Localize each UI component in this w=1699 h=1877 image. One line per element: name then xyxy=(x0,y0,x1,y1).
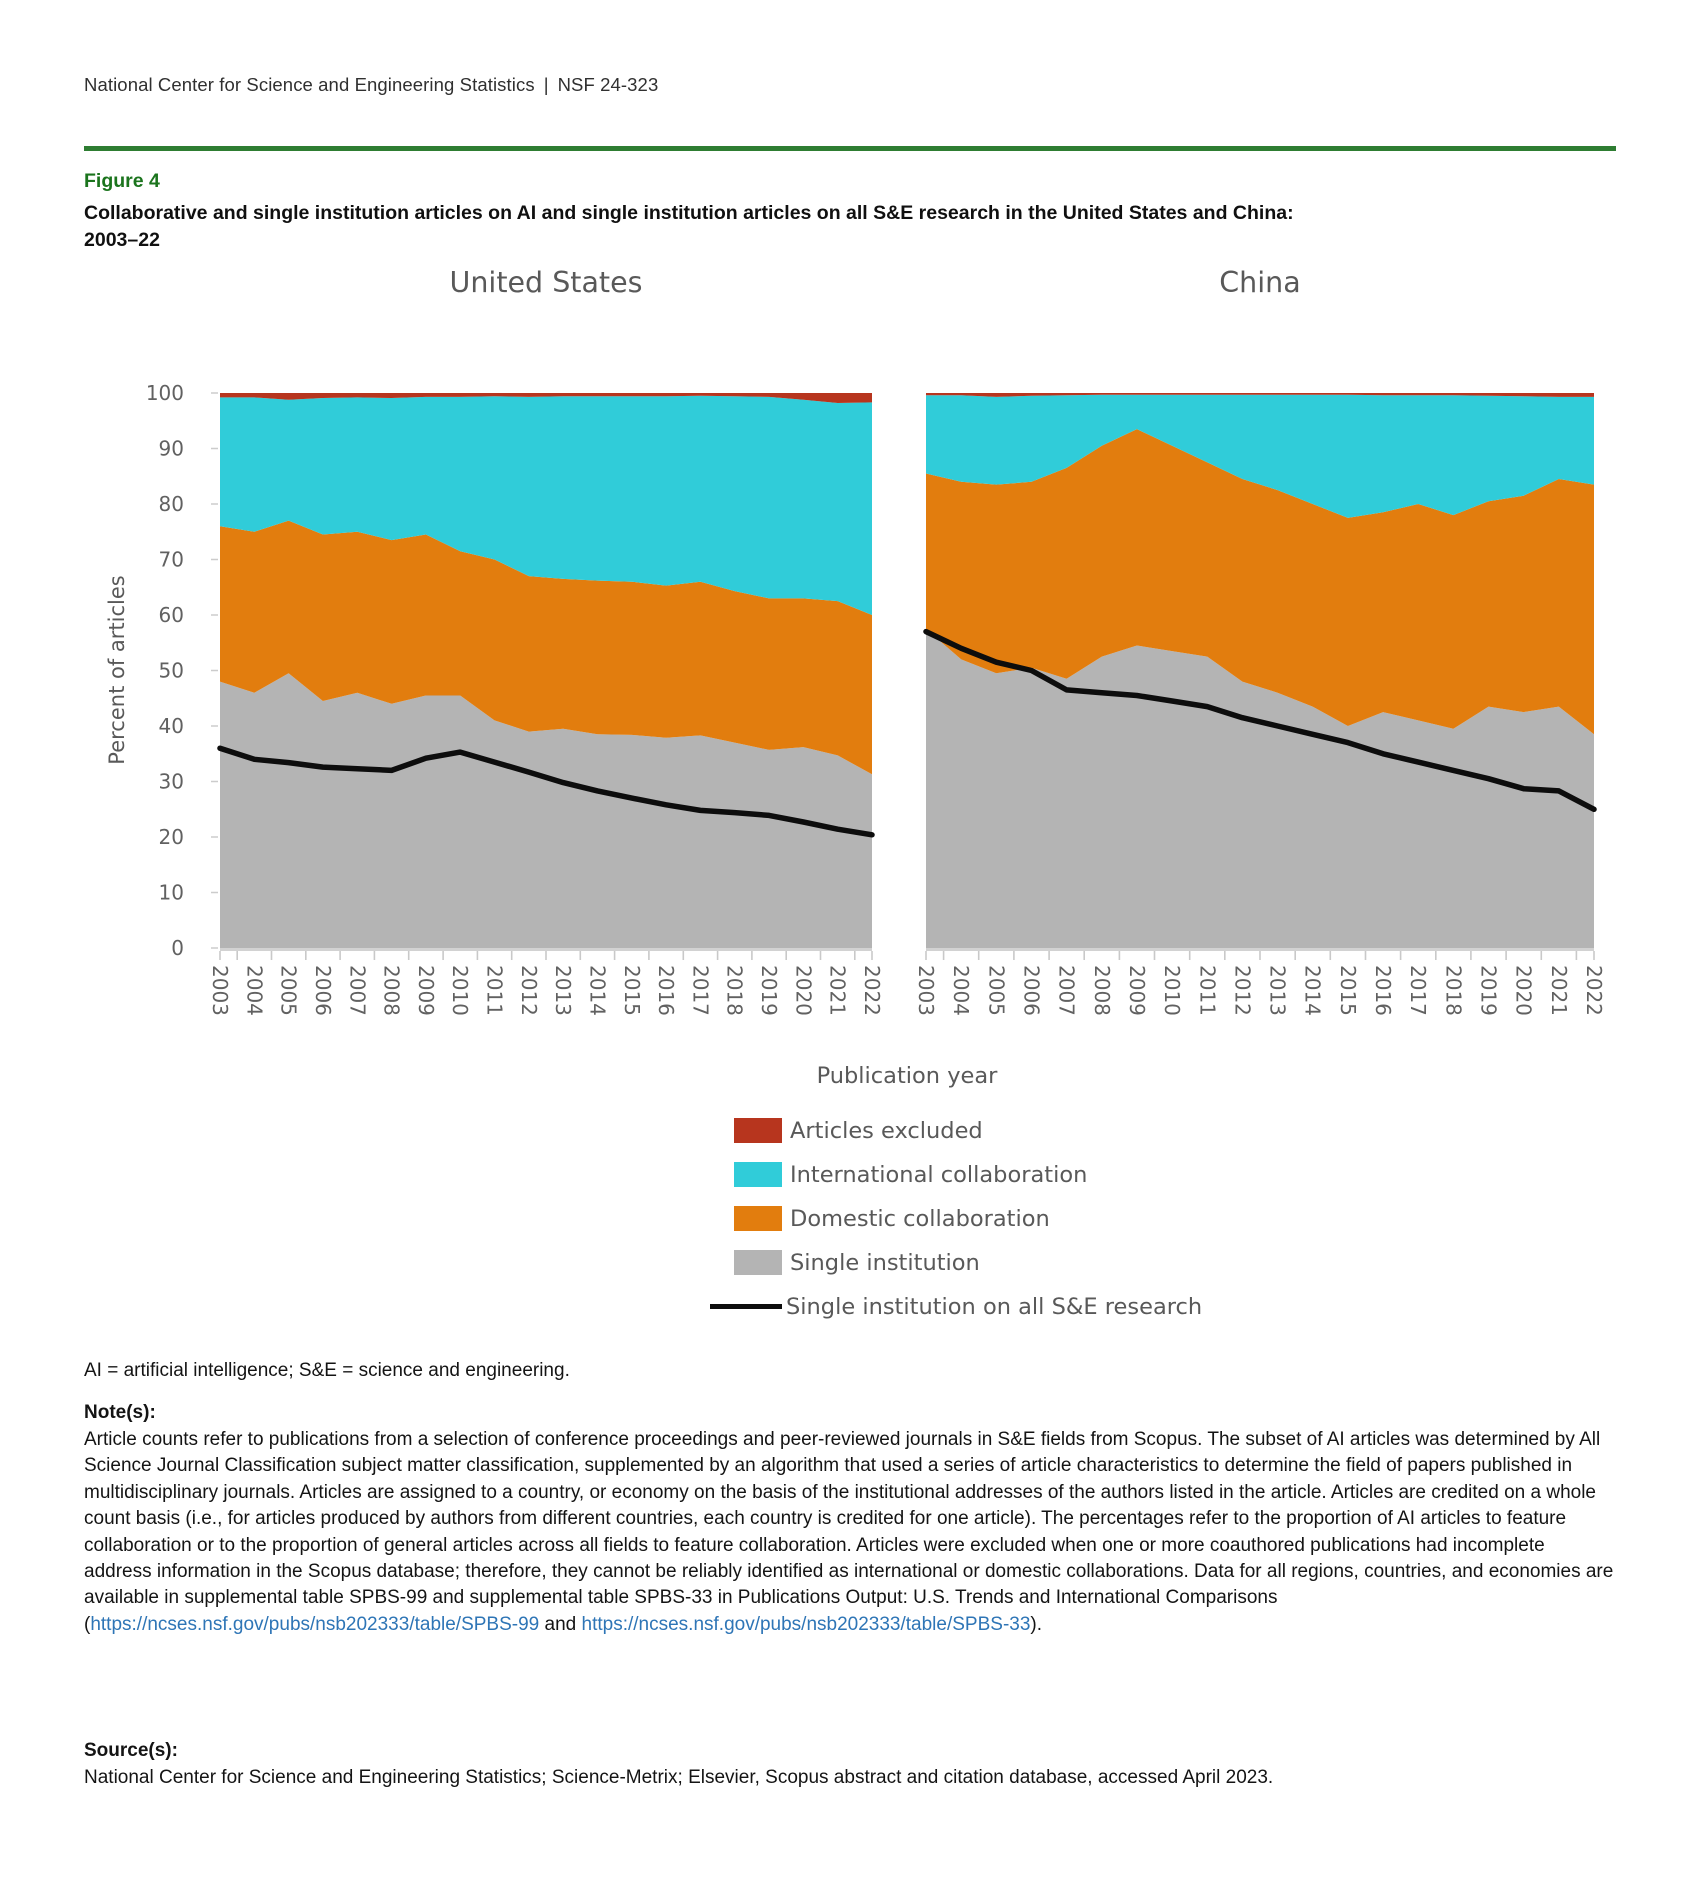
figure-title-line1: Collaborative and single institution articles on AI and single institution articles on all S&E research in the United States and China: xyxy=(84,202,1294,224)
us-year-label: 2016 xyxy=(654,965,679,1016)
y-tick-label: 70 xyxy=(158,547,184,572)
note-link[interactable]: https://ncses.nsf.gov/pubs/nsb202333/table/SPBS-33 xyxy=(581,1613,1031,1635)
us-year-label: 2017 xyxy=(688,965,713,1016)
legend-item-articles-excluded xyxy=(734,1118,1202,1143)
figure-label: Figure 4 xyxy=(84,170,160,192)
china-year-label: 2016 xyxy=(1371,965,1396,1016)
china-year-label: 2017 xyxy=(1406,965,1431,1016)
note-text-segment: Article counts refer to publications from a selection of conference proceedings and peer-reviewed journals in S&E fields from Scopus. The subset of AI articles was determined by All Science Journal Classification subject matter classification, supplemented by an algorithm that used a series of article characteristics to determine the field of papers published in multidisciplinary journals. Articles are assigned to a country, or economy on the basis of the institutional addresses of the authors listed in the article. Articles are credited on a whole count basis (i.e., for articles produced by authors from different countries, each country is credited for one article). The percentages refer to the proportion of AI articles to feature collaboration or to the proportion of general articles across all fields to feature collaboration. Articles were excluded when one or more coauthored publications had incomplete address information in the Scopus database; therefore, they cannot be reliably identified as international or domestic collaborations. Data for all regions, countries, and economies are available in supplemental table SPBS-99 and supplemental table SPBS-33 in Publications Output: U.S. Trends and International Comparisons ( xyxy=(84,1429,1614,1635)
legend-swatch-domestic-collaboration xyxy=(734,1206,782,1231)
us-year-label: 2008 xyxy=(379,965,404,1016)
us-year-label: 2010 xyxy=(448,965,473,1016)
china-year-label: 2014 xyxy=(1300,965,1325,1016)
china-year-label: 2018 xyxy=(1441,965,1466,1016)
us-year-label: 2021 xyxy=(825,965,850,1016)
china-year-label: 2021 xyxy=(1546,965,1571,1016)
header-org: National Center for Science and Engineering Statistics xyxy=(84,74,535,95)
us-year-label: 2006 xyxy=(310,965,335,1016)
legend-item-single-institution xyxy=(734,1250,1202,1275)
china-year-label: 2019 xyxy=(1476,965,1501,1016)
panel-title-united-states: United States xyxy=(449,266,643,299)
us-year-label: 2007 xyxy=(345,965,370,1016)
us-year-label: 2022 xyxy=(860,965,884,1016)
panel-title-china: China xyxy=(1219,266,1301,299)
chart-legend xyxy=(734,1118,1202,1338)
header-report-number: NSF 24-323 xyxy=(557,74,659,95)
us-year-label: 2005 xyxy=(276,965,301,1016)
us-year-label: 2018 xyxy=(722,965,747,1016)
figure-title-line2: 2003–22 xyxy=(84,229,160,251)
y-tick-label: 100 xyxy=(145,381,184,405)
legend-label: Single institution on all S&E research xyxy=(786,1293,1203,1320)
legend-label: Articles excluded xyxy=(790,1117,983,1144)
china-year-label: 2010 xyxy=(1160,965,1185,1016)
y-tick-label: 80 xyxy=(158,492,184,516)
legend-item-single-institution-on-all-s-e-research xyxy=(734,1294,1202,1319)
china-year-label: 2013 xyxy=(1265,965,1290,1016)
legend-swatch-articles-excluded xyxy=(734,1118,782,1143)
legend-label: International collaboration xyxy=(790,1161,1088,1188)
china-year-label: 2022 xyxy=(1582,965,1606,1016)
us-year-label: 2013 xyxy=(551,965,576,1016)
abbreviation-note: AI = artificial intelligence; S&E = science and engineering. xyxy=(84,1360,570,1381)
china-year-label: 2004 xyxy=(949,965,974,1016)
legend-label: Single institution xyxy=(790,1249,980,1276)
legend-swatch-single-institution-on-all-s-e-research xyxy=(710,1304,782,1309)
us-year-label: 2004 xyxy=(242,965,267,1016)
china-year-label: 2011 xyxy=(1195,965,1220,1016)
us-year-label: 2009 xyxy=(413,965,438,1016)
us-year-label: 2015 xyxy=(619,965,644,1016)
notes-heading: Note(s): xyxy=(84,1402,156,1423)
header-separator: | xyxy=(543,74,549,95)
y-tick-label: 10 xyxy=(158,880,184,905)
page-header xyxy=(84,74,658,96)
legend-item-international-collaboration xyxy=(734,1162,1202,1187)
y-tick-label: 50 xyxy=(158,658,184,683)
legend-swatch-single-institution xyxy=(734,1250,782,1275)
legend-swatch-international-collaboration xyxy=(734,1162,782,1187)
y-tick-label: 0 xyxy=(171,936,184,960)
x-axis-label: Publication year xyxy=(816,1063,998,1089)
y-tick-label: 40 xyxy=(158,714,184,738)
legend-item-domestic-collaboration xyxy=(734,1206,1202,1231)
note-link[interactable]: https://ncses.nsf.gov/pubs/nsb202333/table/SPBS-99 xyxy=(90,1613,540,1635)
y-tick-label: 90 xyxy=(158,436,184,461)
china-year-label: 2009 xyxy=(1124,965,1149,1016)
china-year-label: 2003 xyxy=(914,965,938,1016)
figure-title xyxy=(84,200,1294,254)
china-year-label: 2012 xyxy=(1230,965,1255,1016)
us-year-label: 2003 xyxy=(208,965,232,1016)
note-text-segment: and xyxy=(539,1613,582,1635)
us-year-label: 2019 xyxy=(757,965,782,1016)
green-divider-rule xyxy=(84,146,1616,151)
us-year-label: 2012 xyxy=(516,965,541,1016)
notes-paragraph xyxy=(84,1427,1616,1638)
china-year-label: 2015 xyxy=(1335,965,1360,1016)
y-tick-label: 20 xyxy=(158,825,184,849)
y-axis-label: Percent of articles xyxy=(105,575,129,765)
china-year-label: 2005 xyxy=(984,965,1009,1016)
y-tick-label: 30 xyxy=(158,769,184,794)
stacked-area-charts xyxy=(80,260,1620,1070)
china-year-label: 2007 xyxy=(1054,965,1079,1016)
us-year-label: 2014 xyxy=(585,965,610,1016)
us-year-label: 2020 xyxy=(791,965,816,1016)
source-text: National Center for Science and Engineering Statistics; Science-Metrix; Elsevier, Scopus abstract and citation database, accessed April 2023. xyxy=(84,1767,1274,1788)
note-text-segment: ). xyxy=(1030,1613,1043,1635)
y-tick-label: 60 xyxy=(158,603,184,627)
us-year-label: 2011 xyxy=(482,965,507,1016)
china-year-label: 2008 xyxy=(1089,965,1114,1016)
sources-heading: Source(s): xyxy=(84,1740,178,1761)
china-year-label: 2020 xyxy=(1511,965,1536,1016)
legend-label: Domestic collaboration xyxy=(790,1205,1050,1232)
china-year-label: 2006 xyxy=(1019,965,1044,1016)
